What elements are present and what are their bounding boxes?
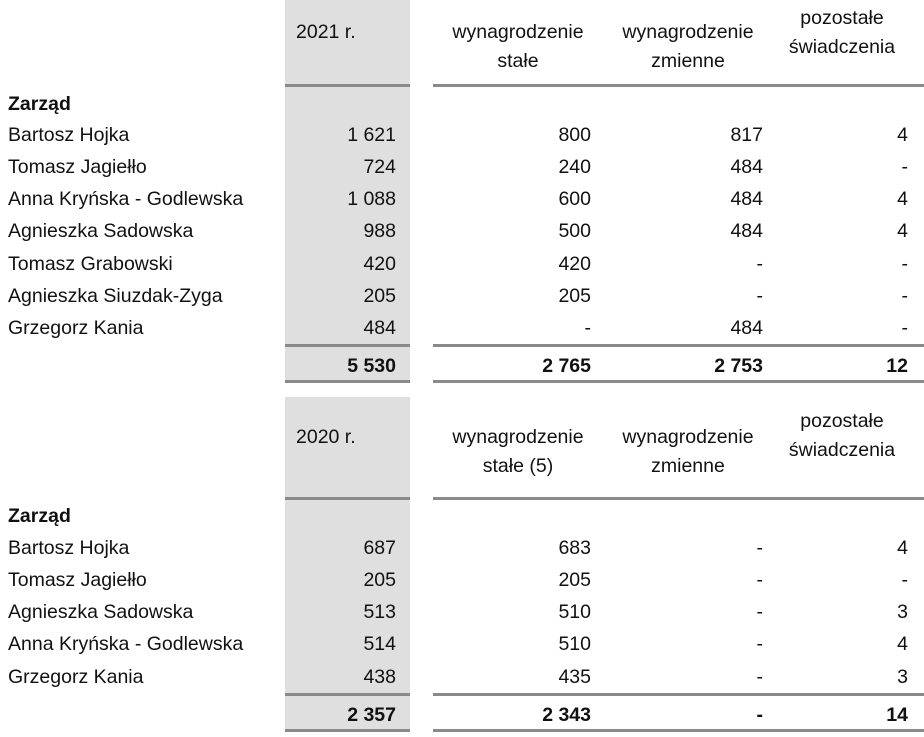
cell-variable: - — [756, 537, 763, 559]
bottom-rule — [433, 729, 924, 732]
sum-rule — [285, 344, 410, 347]
section-label: Zarząd — [8, 505, 71, 527]
cell-other: - — [901, 569, 908, 591]
person-name: Tomasz Jagiełło — [8, 156, 147, 178]
cell-total: 513 — [363, 601, 396, 623]
col-header-fixed — [436, 423, 600, 481]
col-header-line: pozostałe — [800, 410, 884, 432]
cell-fixed: 683 — [558, 537, 591, 559]
cell-fixed: - — [584, 317, 591, 339]
cell-total: 205 — [363, 285, 396, 307]
cell-fixed: 435 — [558, 666, 591, 688]
cell-fixed: 205 — [558, 569, 591, 591]
cell-other: 4 — [897, 633, 908, 655]
col-header-line: pozostałe — [800, 7, 884, 29]
cell-variable: 484 — [730, 188, 763, 210]
sum-variable: - — [756, 704, 763, 726]
cell-variable: - — [756, 601, 763, 623]
cell-other: 4 — [897, 220, 908, 242]
col-header-line: świadczenia — [788, 36, 896, 58]
col-header-line: stałe (5) — [482, 455, 554, 477]
cell-other: 3 — [897, 601, 908, 623]
cell-total: 514 — [363, 633, 396, 655]
person-name: Tomasz Jagiełło — [8, 569, 147, 591]
sum-rule — [433, 693, 924, 696]
col-header-other — [774, 407, 910, 465]
cell-fixed: 510 — [558, 633, 591, 655]
cell-fixed: 510 — [558, 601, 591, 623]
cell-fixed: 800 — [558, 124, 591, 146]
cell-fixed: 500 — [558, 220, 591, 242]
sum-other: 14 — [886, 704, 908, 726]
cell-variable: - — [756, 633, 763, 655]
col-header-line: zmienne — [651, 455, 725, 477]
cell-total: 205 — [363, 569, 396, 591]
sum-total: 5 530 — [347, 355, 396, 377]
col-header-line: wynagrodzenie — [622, 21, 754, 43]
cell-other: 4 — [897, 188, 908, 210]
cell-fixed: 205 — [558, 285, 591, 307]
cell-variable: 484 — [730, 156, 763, 178]
cell-total: 484 — [363, 317, 396, 339]
cell-variable: 817 — [730, 124, 763, 146]
sum-fixed: 2 765 — [542, 355, 591, 377]
cell-other: 4 — [897, 124, 908, 146]
year-header: 2021 r. — [296, 21, 356, 43]
sum-total: 2 357 — [347, 704, 396, 726]
person-name: Tomasz Grabowski — [8, 253, 173, 275]
sum-rule — [433, 344, 924, 347]
cell-variable: 484 — [730, 220, 763, 242]
person-name: Agnieszka Siuzdak-Zyga — [8, 285, 223, 307]
cell-other: - — [901, 156, 908, 178]
cell-total: 1 621 — [347, 124, 396, 146]
cell-fixed: 600 — [558, 188, 591, 210]
col-header-other — [774, 4, 910, 62]
cell-other: - — [901, 317, 908, 339]
col-header-line: wynagrodzenie — [452, 426, 584, 448]
sum-rule — [285, 693, 410, 696]
header-rule — [285, 84, 410, 87]
cell-fixed: 420 — [558, 253, 591, 275]
col-header-variable — [606, 423, 770, 481]
person-name: Agnieszka Sadowska — [8, 601, 194, 623]
person-name: Anna Kryńska - Godlewska — [8, 633, 244, 655]
section-label: Zarząd — [8, 93, 71, 115]
bottom-rule — [433, 380, 924, 383]
person-name: Grzegorz Kania — [8, 666, 144, 688]
bottom-rule — [285, 729, 410, 732]
sum-variable: 2 753 — [714, 355, 763, 377]
cell-variable: - — [756, 253, 763, 275]
header-rule — [433, 497, 924, 500]
cell-other: - — [901, 285, 908, 307]
bottom-rule — [285, 380, 410, 383]
cell-variable: 484 — [730, 317, 763, 339]
col-header-fixed — [436, 18, 600, 76]
person-name: Agnieszka Sadowska — [8, 220, 194, 242]
person-name: Bartosz Hojka — [8, 537, 130, 559]
person-name: Anna Kryńska - Godlewska — [8, 188, 244, 210]
col-header-variable — [606, 18, 770, 76]
cell-variable: - — [756, 666, 763, 688]
cell-variable: - — [756, 569, 763, 591]
person-name: Bartosz Hojka — [8, 124, 130, 146]
col-header-line: wynagrodzenie — [622, 426, 754, 448]
cell-fixed: 240 — [558, 156, 591, 178]
person-name: Grzegorz Kania — [8, 317, 144, 339]
sum-other: 12 — [886, 355, 908, 377]
col-header-line: świadczenia — [788, 439, 896, 461]
cell-other: - — [901, 253, 908, 275]
header-rule — [433, 84, 924, 87]
cell-total: 988 — [363, 220, 396, 242]
header-rule — [285, 497, 410, 500]
col-header-line: wynagrodzenie — [452, 21, 584, 43]
cell-other: 3 — [897, 666, 908, 688]
cell-total: 724 — [363, 156, 396, 178]
cell-total: 1 088 — [347, 188, 396, 210]
cell-total: 438 — [363, 666, 396, 688]
cell-other: 4 — [897, 537, 908, 559]
col-header-line: stałe — [497, 50, 539, 72]
sum-fixed: 2 343 — [542, 704, 591, 726]
col-header-line: zmienne — [651, 50, 725, 72]
cell-total: 687 — [363, 537, 396, 559]
cell-variable: - — [756, 285, 763, 307]
year-header: 2020 r. — [296, 426, 356, 448]
cell-total: 420 — [363, 253, 396, 275]
